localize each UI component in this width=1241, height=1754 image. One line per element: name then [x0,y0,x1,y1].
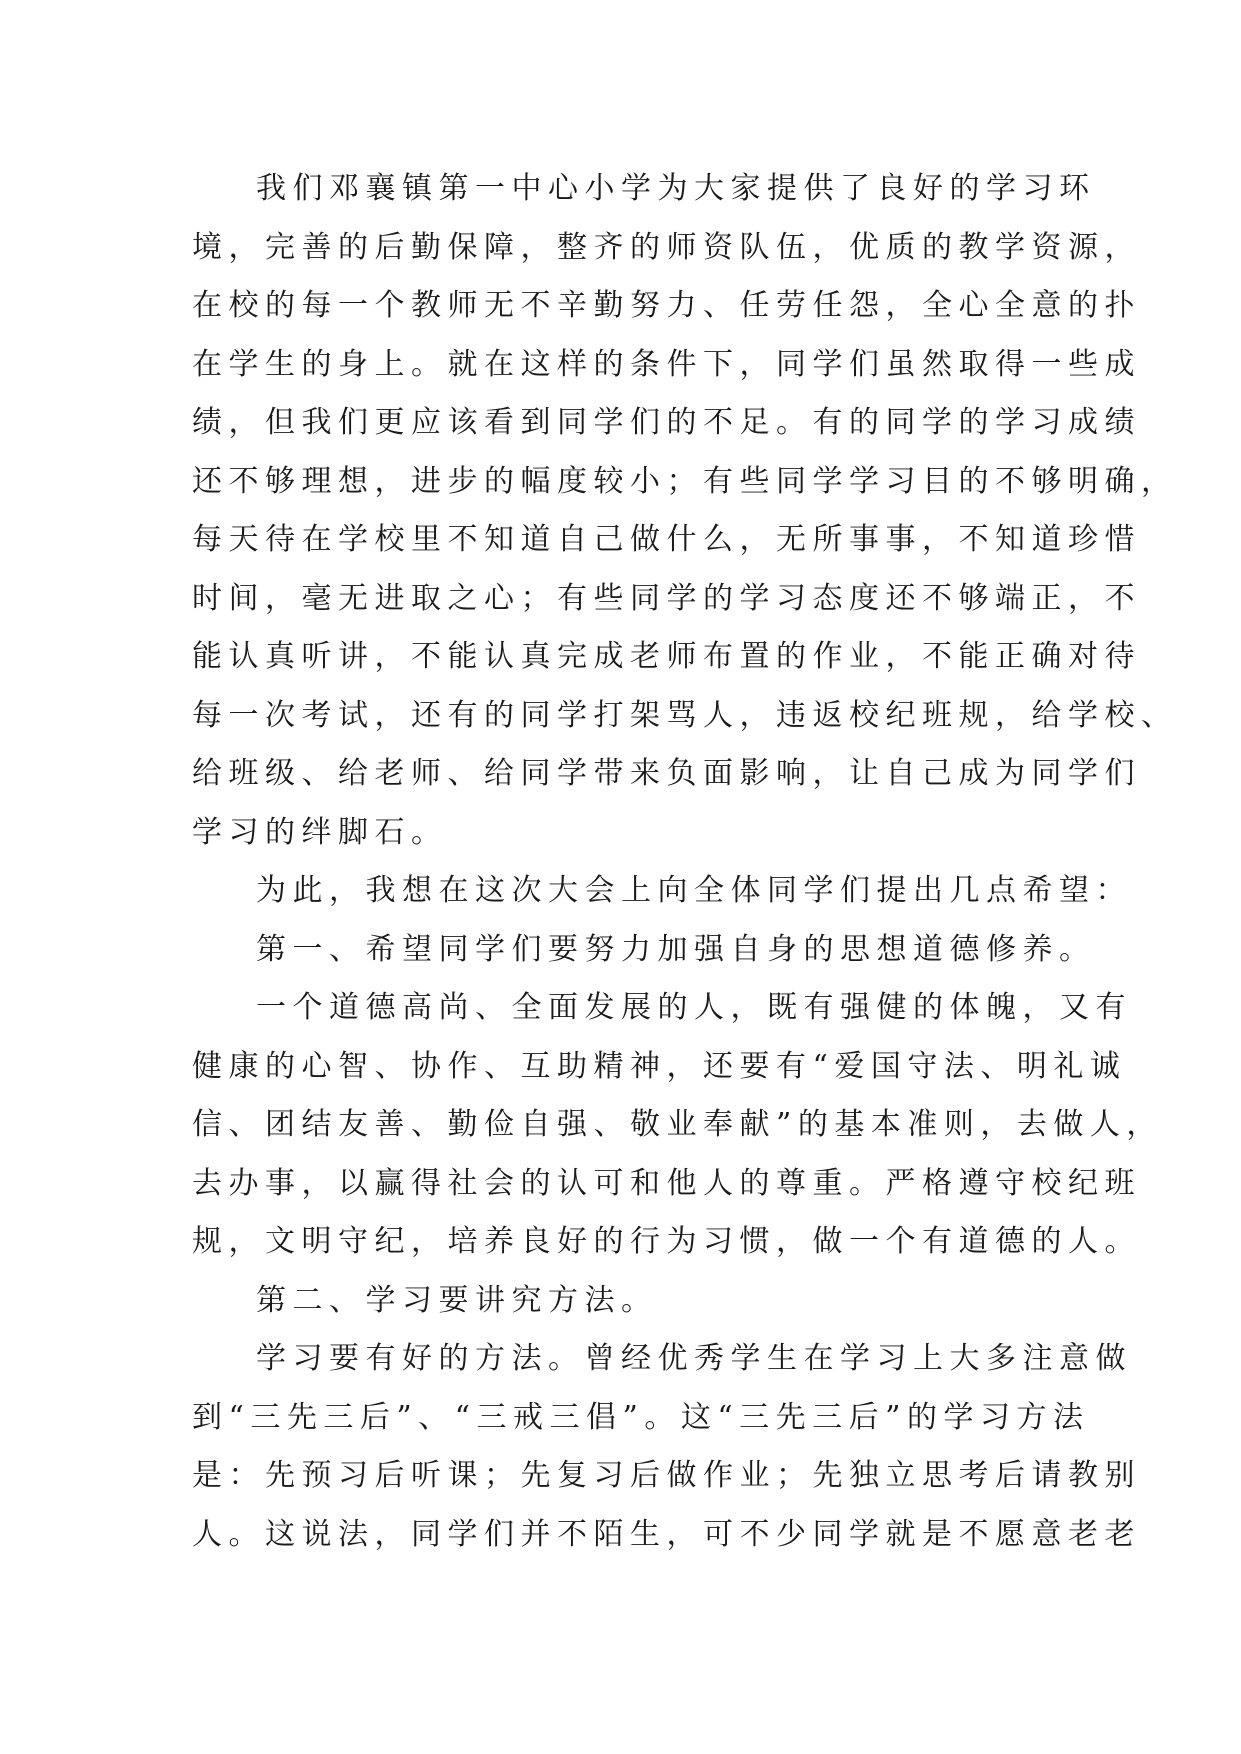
text-line: 还不够理想，进步的幅度较小；有些同学学习目的不够明确， [192,463,1178,499]
text-line: 是：先预习后听课；先复习后做作业；先独立思考后请教别 [192,1458,1141,1493]
text-line: 信、团结友善、勤俭自强、敬业奉献”的基本准则，去做人， [192,1107,1163,1142]
section-heading: 第二、学习要讲究方法。 [256,1282,658,1318]
text-line: 每天待在学校里不知道自己做什么，无所事事，不知道珍惜 [192,522,1141,557]
text-line: 每一次考试，还有的同学打架骂人，违返校纪班规，给学校、 [192,697,1178,733]
text-line: 学习的绊脚石。 [192,814,448,850]
text-line: 去办事，以赢得社会的认可和他人的尊重。严格遵守校纪班 [192,1165,1141,1201]
text-line: 我们邓襄镇第一中心小学为大家提供了良好的学习环 [256,171,1096,206]
text-line: 人。这说法，同学们并不陌生，可不少同学就是不愿意老老 [192,1516,1141,1552]
text-line: 绩，但我们更应该看到同学们的不足。有的同学的学习成绩 [192,405,1141,440]
text-line: 在校的每一个教师无不辛勤努力、任劳任怨，全心全意的扑 [192,288,1141,323]
text-line: 境，完善的后勤保障，整齐的师资队伍，优质的教学资源， [192,229,1141,265]
text-line: 到“三先三后”、“三戒三倡”。这“三先三后”的学习方法 [192,1399,1090,1435]
text-line: 规，文明守纪，培养良好的行为习惯，做一个有道德的人。 [192,1224,1141,1259]
text-line: 为此，我想在这次大会上向全体同学们提出几点希望： [256,873,1132,908]
text-line: 一个道德高尚、全面发展的人，既有强健的体魄，又有 [256,990,1132,1025]
document-body [192,160,1178,1564]
text-line: 健康的心智、协作、互助精神，还要有“爱国守法、明礼诚 [192,1048,1127,1084]
section-heading: 第一、希望同学们要努力加强自身的思想道德修养。 [256,931,1096,967]
text-line: 学习要有好的方法。曾经优秀学生在学习上大多注意做 [256,1341,1132,1376]
text-line: 能认真听讲，不能认真完成老师布置的作业，不能正确对待 [192,639,1141,674]
text-line: 给班级、给老师、给同学带来负面影响，让自己成为同学们 [192,756,1141,791]
text-line: 在学生的身上。就在这样的条件下，同学们虽然取得一些成 [192,346,1141,382]
text-line: 时间，毫无进取之心；有些同学的学习态度还不够端正，不 [192,580,1141,616]
